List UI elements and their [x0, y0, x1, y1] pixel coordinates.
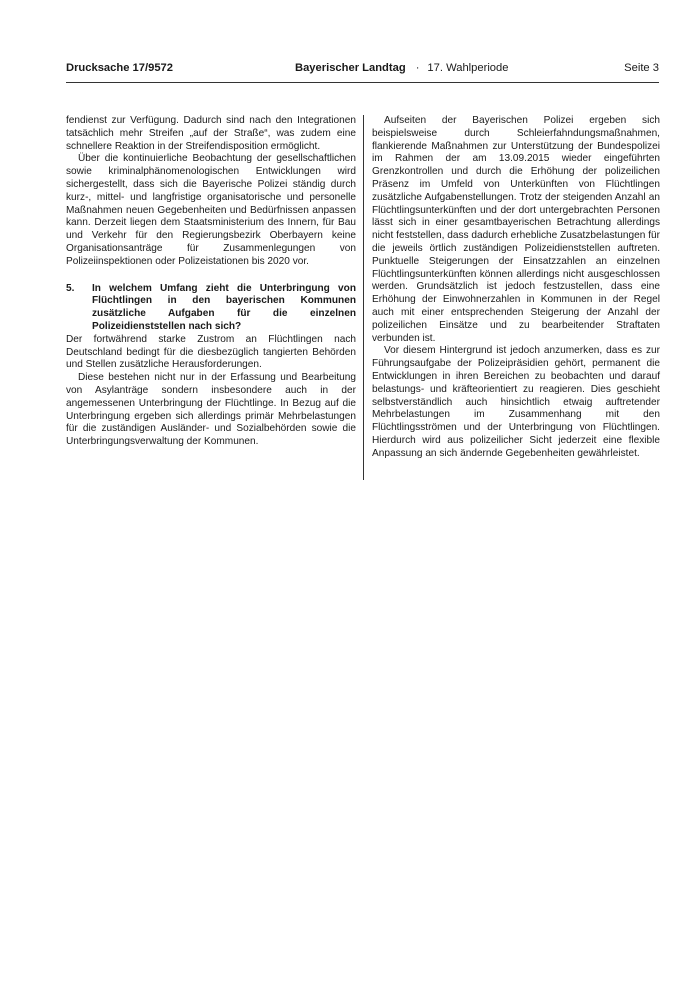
question-number: 5. — [66, 282, 75, 294]
header-center — [295, 62, 508, 74]
left-paragraph-1: fendienst zur Verfügung. Dadurch sind nach den Integrationen tatsächlich mehr Streifen „auf der Straße“, was zudem eine schnellere Reaktion in der Streifendisposition ermöglicht. — [66, 115, 356, 152]
right-column — [372, 115, 660, 461]
parliament-name: Bayerischer Landtag — [295, 62, 406, 74]
page-header — [66, 62, 659, 80]
legislative-period: 17. Wahlperiode — [427, 62, 509, 74]
left-paragraph-3: Der fortwährend starke Zustrom an Flüchtlingen nach Deutschland bedingt für die diesbezüglich tangierten Behörden und Stellen zusätzliche Herausforderungen. — [66, 333, 356, 371]
page-number: Seite 3 — [624, 62, 659, 74]
document-number: Drucksache 17/9572 — [66, 62, 173, 74]
header-separator: · — [415, 62, 420, 74]
left-paragraph-4: Diese bestehen nicht nur in der Erfassung und Bearbeitung von Asylanträge sondern insbesondere auch in der angemessenen Unterbringung der Flüchtlinge. In Bezug auf die Unterbringung ergeben sich allerdings primär Mehrbelastungen für die zuständigen Ausländer- und Sozialbehörden sowie die Unterbringungsverwaltung der Kommunen. — [66, 372, 356, 448]
header-rule — [66, 82, 659, 83]
left-column — [66, 115, 356, 449]
question-text: In welchem Umfang zieht die Unterbringung von Flüchtlingen in den bayerischen Kommunen zusätzliche Aufgaben für die einzelnen Polizeidienststellen nach sich? — [92, 282, 356, 332]
question-5 — [66, 283, 356, 334]
right-paragraph-2: Vor diesem Hintergrund ist jedoch anzumerken, dass es zur Führungsaufgabe der Polizeipräsidien gehört, permanent die Entwicklungen in ihren Bereichen zu beobachten und darauf belastungs- und kräfteorientiert zu reagieren. Dies geschieht selbstverständlich auch hinsichtlich etwaig auftretender Mehrbelastungen im Zusammenhang mit den Flüchtlingsströmen und der Unterbringung von Flüchtlingen. Hierdurch wird aus polizeilicher Sicht jederzeit eine flexible Anpassung an sich ändernde Gegebenheiten gewährleistet. — [372, 345, 660, 459]
column-divider — [363, 115, 364, 480]
left-paragraph-2: Über die kontinuierliche Beobachtung der gesellschaftlichen sowie kriminalphänomenologischen Entwicklungen wird sichergestellt, dass sich die Bayerische Polizei ständig durch kurz-, mittel- und langfristige organisatorische und personelle Maßnahmen neuen Gegebenheiten und Bedürfnissen anpassen kann. Derzeit liegen dem Staatsministerium des Innern, für Bau und Verkehr für den Regierungsbezirk Oberbayern keine Organisationsanträge für Zusammenlegungen von Polizeiinspektionen oder Polizeistationen bis 2020 vor. — [66, 153, 356, 267]
right-paragraph-1: Aufseiten der Bayerischen Polizei ergeben sich beispielsweise durch Schleierfahndungsmaßnahmen, flankierende Maßnahmen zur Unterstützung der Bundespolizei im Rahmen der am 13.09.2015 wieder eingeführten Grenzkontrollen und durch die Erhöhung der polizeilichen Präsenz im Umfeld von Unterkünften von Flüchtlingen zusätzliche Aufgabenstellungen. Trotz der steigenden Anzahl an Flüchtlingsunterkünften und der dort untergebrachten Personen lässt sich in einer gesamtbayerischen Betrachtung allerdings nicht feststellen, dass dadurch erhebliche Zusatzbelastungen für die jeweils örtlich zuständigen Polizeidienststellen auftreten. Punktuelle Steigerungen der Einsatzzahlen an einzelnen Flüchtlingsunterkünften können allerdings nicht ausgeschlossen werden. Grundsätzlich ist jedoch festzustellen, dass eine Erhöhung der Einwohnerzahlen in Kommunen in der Regel auch mit einer entsprechenden Steigerung der Anzahl der polizeilichen Einsätze und zu bearbeitender Straftaten verbunden ist. — [372, 115, 660, 344]
